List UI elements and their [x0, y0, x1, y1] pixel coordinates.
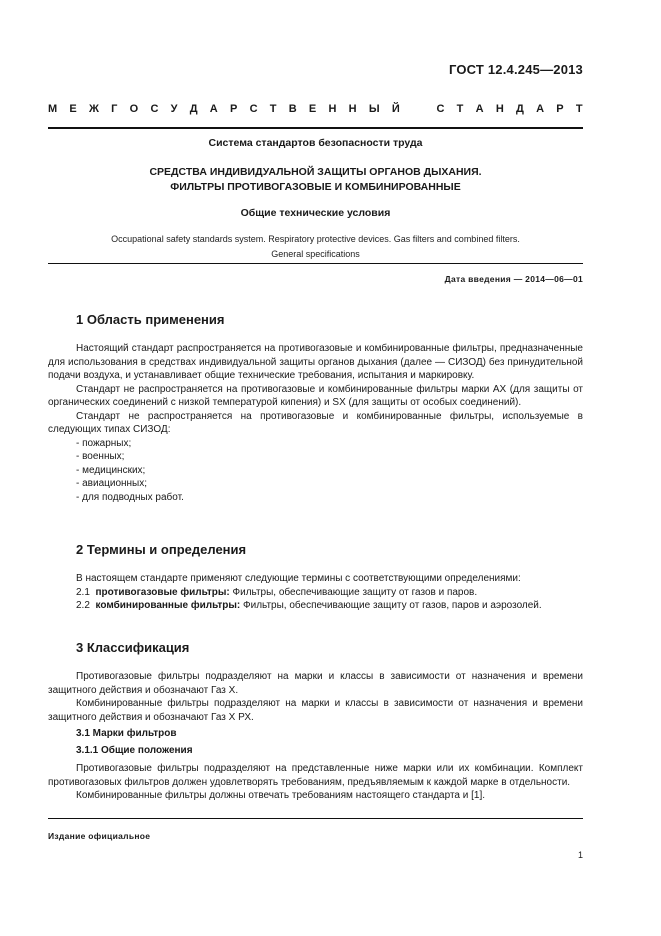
banner-letter: Ы	[368, 103, 380, 115]
section-1-paragraph-1: Настоящий стандарт распространяется на противогазовые и комбинированные фильтры, предназначенные для использования в средствах индивидуальной защиты органов дыхания (далее — СИЗОД) без принудительной подачи воздуха, и устанавливает общие технические требования, испытания и маркировку.	[48, 343, 583, 381]
banner-letter: Р	[556, 103, 564, 115]
section-1-heading: 1 Область применения	[76, 312, 225, 327]
banner-letter: Г	[111, 103, 118, 115]
standards-system-title: Система стандартов безопасности труда	[208, 137, 423, 149]
banner-letter: С	[150, 103, 159, 115]
banner-letter: Е	[69, 103, 77, 115]
section-3-paragraph-1: Противогазовые фильтры подразделяют на марки и классы в зависимости от назначения и времени защитного действия и обозначают Газ X.	[48, 671, 583, 696]
term-2-1	[48, 586, 583, 600]
banner-letter: А	[475, 103, 484, 115]
section-1-paragraph-3: Стандарт не распространяется на противогазовые и комбинированные фильтры, используемые в следующих типах СИЗОД:	[48, 410, 583, 435]
document-subtitle: Общие технические условия	[240, 207, 391, 219]
banner-letter: С	[436, 103, 445, 115]
banner-letter: Т	[575, 103, 583, 115]
banner-letter: Д	[516, 103, 524, 115]
banner-letter: У	[170, 103, 178, 115]
term-number: 2.1	[76, 586, 90, 598]
term-name: противогазовые фильтры:	[95, 586, 230, 598]
list-item: - для подводных работ.	[76, 491, 184, 503]
banner-letter: А	[209, 103, 218, 115]
list-item: - пожарных;	[76, 437, 132, 449]
list-item: - медицинских;	[76, 464, 146, 476]
section-2-intro: В настоящем стандарте применяют следующие термины с соответствующими определениями:	[76, 573, 521, 584]
banner-letter: Т	[456, 103, 464, 115]
official-edition-label: Издание официальное	[48, 831, 151, 841]
subsection-3-1-1-heading: 3.1.1 Общие положения	[76, 745, 193, 756]
term-number: 2.2	[76, 600, 90, 611]
term-definition: Фильтры, обеспечивающие защиту от газов, паров и аэрозолей.	[240, 600, 542, 611]
english-title	[48, 232, 583, 262]
term-name: комбинированные фильтры:	[95, 600, 241, 611]
section-2-body	[48, 572, 583, 613]
banner-letter: Е	[308, 103, 317, 115]
banner-letter: В	[288, 103, 297, 115]
intro-date: Дата введения — 2014—06—01	[444, 274, 583, 284]
english-title-line-1: Occupational safety standards system. Respiratory protective devices. Gas filters and combined filters.	[111, 234, 520, 244]
banner-letter: О	[129, 103, 139, 115]
interstate-standard-banner	[48, 103, 583, 115]
document-title-line-1: СРЕДСТВА ИНДИВИДУАЛЬНОЙ ЗАЩИТЫ ОРГАНОВ ДЫХАНИЯ.	[149, 166, 482, 178]
footer-rule	[48, 818, 583, 819]
list-item: - военных;	[76, 451, 125, 462]
document-title-line-2: ФИЛЬТРЫ ПРОТИВОГАЗОВЫЕ И КОМБИНИРОВАННЫЕ	[170, 181, 461, 193]
banner-letter: Д	[189, 103, 198, 115]
subsection-3-1-1-body	[48, 762, 583, 803]
header-rule	[48, 127, 583, 129]
title-rule	[48, 263, 583, 264]
document-title	[48, 165, 583, 195]
banner-letter: Т	[269, 103, 277, 115]
page-number: 1	[577, 850, 583, 860]
section-1-body	[48, 342, 583, 504]
section-2-heading: 2 Термины и определения	[76, 542, 247, 557]
section-3-paragraph-4: Комбинированные фильтры должны отвечать требованиям настоящего стандарта и [1].	[76, 790, 486, 801]
section-3-body	[48, 670, 583, 724]
list-item: - авиационных;	[76, 478, 148, 489]
section-3-paragraph-2: Комбинированные фильтры подразделяют на марки и классы в зависимости от назначения и времени защитного действия и обозначают Газ X РХ.	[48, 698, 583, 723]
banner-letter: С	[249, 103, 258, 115]
banner-letter: Ж	[88, 103, 99, 115]
banner-letter: Н	[328, 103, 337, 115]
section-3-paragraph-3: Противогазовые фильтры подразделяют на представленные ниже марки или их комбинации. Комплект противогазовых фильтров должен удовлетворять требованиям, предъявляемым к каждой марке в отдельности.	[48, 763, 583, 788]
banner-letter: Н	[495, 103, 504, 115]
banner-letter: Н	[348, 103, 357, 115]
section-3-heading: 3 Классификация	[76, 640, 190, 655]
term-2-2	[48, 599, 583, 613]
term-definition: Фильтры, обеспечивающие защиту от газов и паров.	[229, 586, 478, 598]
section-1-paragraph-2: Стандарт не распространяется на противогазовые и комбинированные фильтры марки АХ (для защиты от органических соединений с низкой температурой кипения) и SX (для защиты от особых соединений).	[48, 383, 583, 408]
banner-letter: Й	[391, 103, 400, 115]
banner-letter: А	[536, 103, 545, 115]
banner-letter: М	[48, 103, 58, 115]
subsection-3-1-heading: 3.1 Марки фильтров	[76, 728, 177, 739]
document-number: ГОСТ 12.4.245—2013	[448, 62, 583, 77]
english-title-line-2: General specifications	[271, 249, 360, 259]
banner-letter: Р	[229, 103, 238, 115]
